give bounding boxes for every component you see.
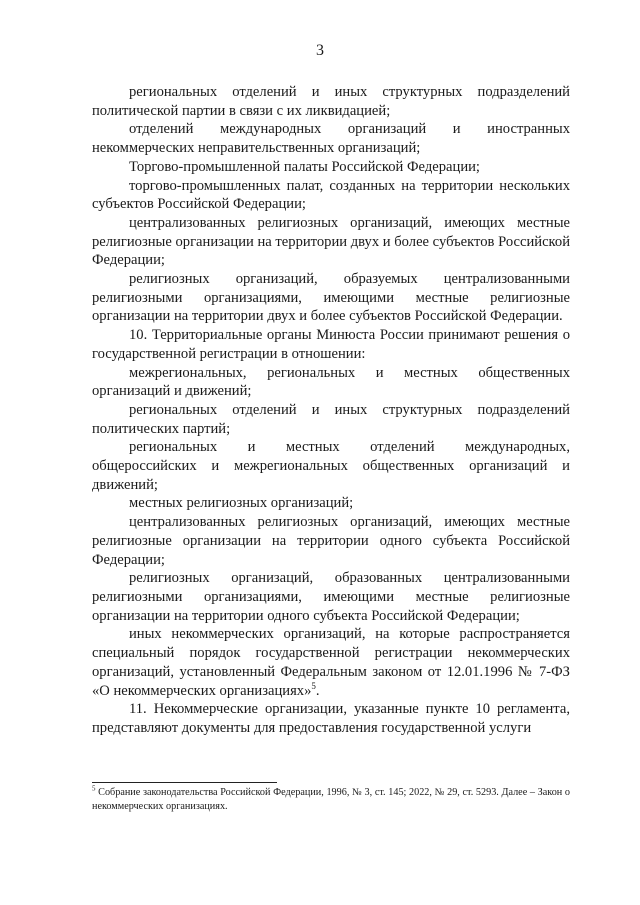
paragraph-tail: . [315,682,320,699]
footnote-reference[interactable]: 5 [311,680,316,691]
paragraph: региональных отделений и иных структурных подразделений политических партий; [92,401,570,437]
footnote-mark: 5 [92,784,96,793]
paragraph: централизованных религиозных организаций, имеющих местные религиозные организации на территории одного субъекта Российской Федерации; [92,514,570,568]
footnote-text: Собрание законодательства Российской Федерации, 1996, № 3, ст. 145; 2022, № 29, ст. 5293. Далее – Закон о некоммерческих организациях. [92,787,570,812]
paragraph: региональных отделений и иных структурных подразделений политической партии в связи с их ликвидацией; [92,84,570,119]
paragraph: централизованных религиозных организаций, имеющих местные религиозные организации на территории двух и более субъектов Российской Федерации; [92,214,570,269]
paragraph: межрегиональных, региональных и местных общественных организаций и движений; [92,364,570,400]
paragraph: Торгово-промышленной палаты Российской Федерации; [129,158,480,175]
footnote [92,786,570,814]
paragraph-text: иных некоммерческих организаций, на которые распространяется специальный порядок государственной регистрации некоммерческих организаций, установленный Федеральным законом от 12.01.1996 № 7-ФЗ «О некоммерческих организациях» [92,626,570,699]
paragraph: отделений международных организаций и иностранных некоммерческих неправительственных организаций; [92,121,570,157]
document-body [92,83,570,738]
paragraph: религиозных организаций, образуемых централизованными религиозными организациями, имеющими местные религиозные организации на территории двух и более субъектов Российской Федерации. [92,271,570,325]
paragraph: торгово-промышленных палат, созданных на территории нескольких субъектов Российской Федерации; [92,177,570,213]
paragraph: региональных и местных отделений международных, общероссийских и межрегиональных общественных организаций и движений; [92,439,570,493]
paragraph: религиозных организаций, образованных централизованными религиозными организациями, имеющими местные религиозные организации на территории одного субъекта Российской Федерации; [92,570,570,624]
paragraph: местных религиозных организаций; [129,495,354,512]
paragraph-with-footnote [92,625,570,700]
page-number: 3 [316,42,324,59]
footnote-divider [92,782,277,783]
paragraph: 11. Некоммерческие организации, указанные пункте 10 регламента, представляют документы для предоставления государственной услуги [92,701,570,736]
paragraph: 10. Территориальные органы Минюста России принимают решения о государственной регистрации в отношении: [92,327,570,362]
